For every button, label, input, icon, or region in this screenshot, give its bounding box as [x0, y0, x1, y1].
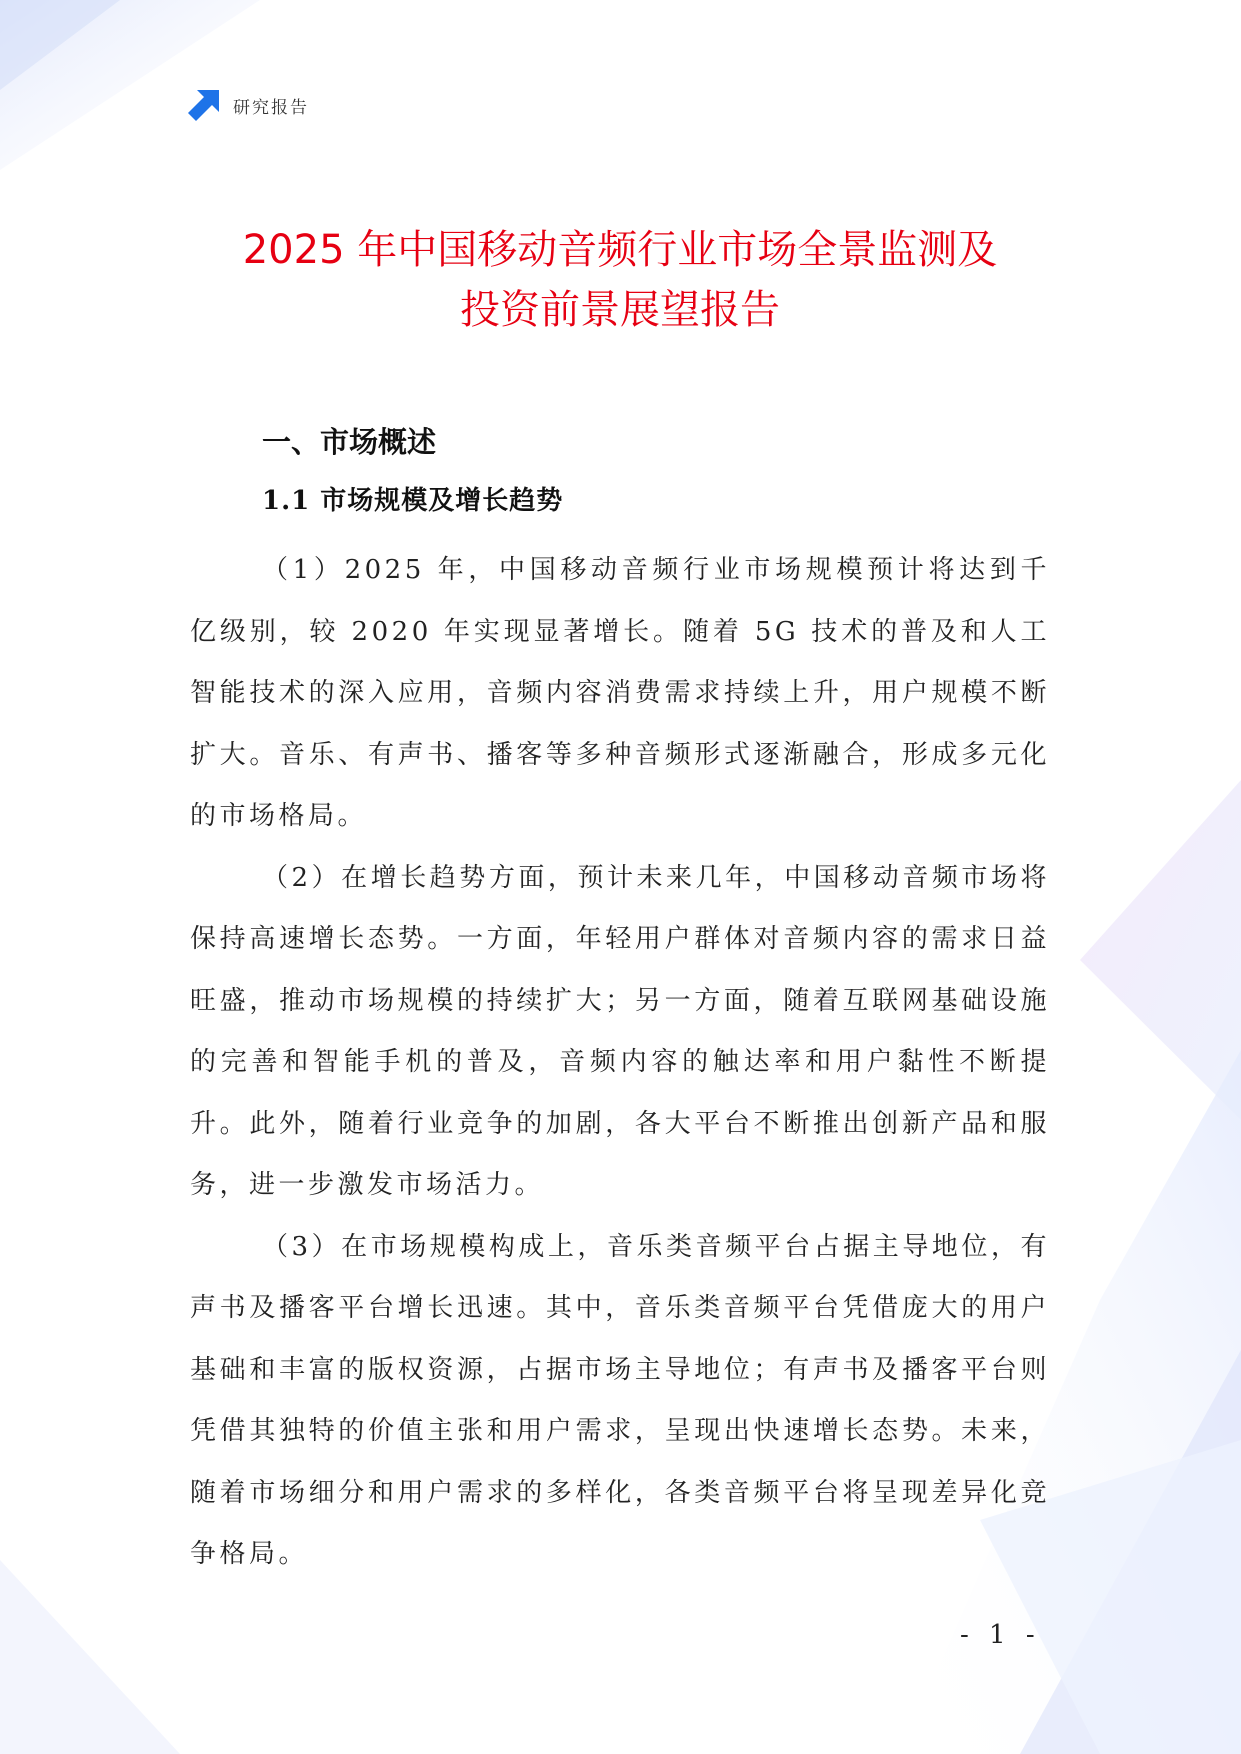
title-line-1: 2025 年中国移动音频行业市场全景监测及	[242, 227, 998, 273]
paragraph-3: （3）在市场规模构成上，音乐类音频平台占据主导地位，有声书及播客平台增长迅速。其中，音乐类音频平台凭借庞大的用户基础和丰富的版权资源，占据市场主导地位；有声书及播客平台则凭借其独特的价值主张和用户需求，呈现出快速增长态势。未来，随着市场细分和用户需求的多样化，各类音频平台将呈现差异化竞争格局。	[190, 1231, 1050, 1569]
sub-heading: 1.1 市场规模及增长趋势	[262, 486, 564, 516]
report-title	[120, 220, 1120, 340]
title-line-2: 投资前景展望报告	[460, 287, 780, 333]
report-header	[187, 88, 309, 122]
section-heading: 一、市场概述	[262, 425, 437, 459]
paragraph-1: （1）2025 年，中国移动音频行业市场规模预计将达到千亿级别，较 2020 年实现显著增长。随着 5G 技术的普及和人工智能技术的深入应用，音频内容消费需求持续上升，用户规模不断扩大。音乐、有声书、播客等多种音频形式逐渐融合，形成多元化的市场格局。	[190, 555, 1050, 831]
paragraph-2: （2）在增长趋势方面，预计未来几年，中国移动音频市场将保持高速增长态势。一方面，年轻用户群体对音频内容的需求日益旺盛，推动市场规模的持续扩大；另一方面，随着互联网基础设施的完善和智能手机的普及，音频内容的触达率和用户黏性不断提升。此外，随着行业竞争的加剧，各大平台不断推出创新产品和服务，进一步激发市场活力。	[190, 862, 1050, 1200]
arrow-up-right-icon	[187, 88, 221, 122]
header-label: 研究报告	[233, 97, 309, 118]
page-number: - 1 -	[960, 1620, 1041, 1650]
body-text	[190, 540, 1050, 1586]
